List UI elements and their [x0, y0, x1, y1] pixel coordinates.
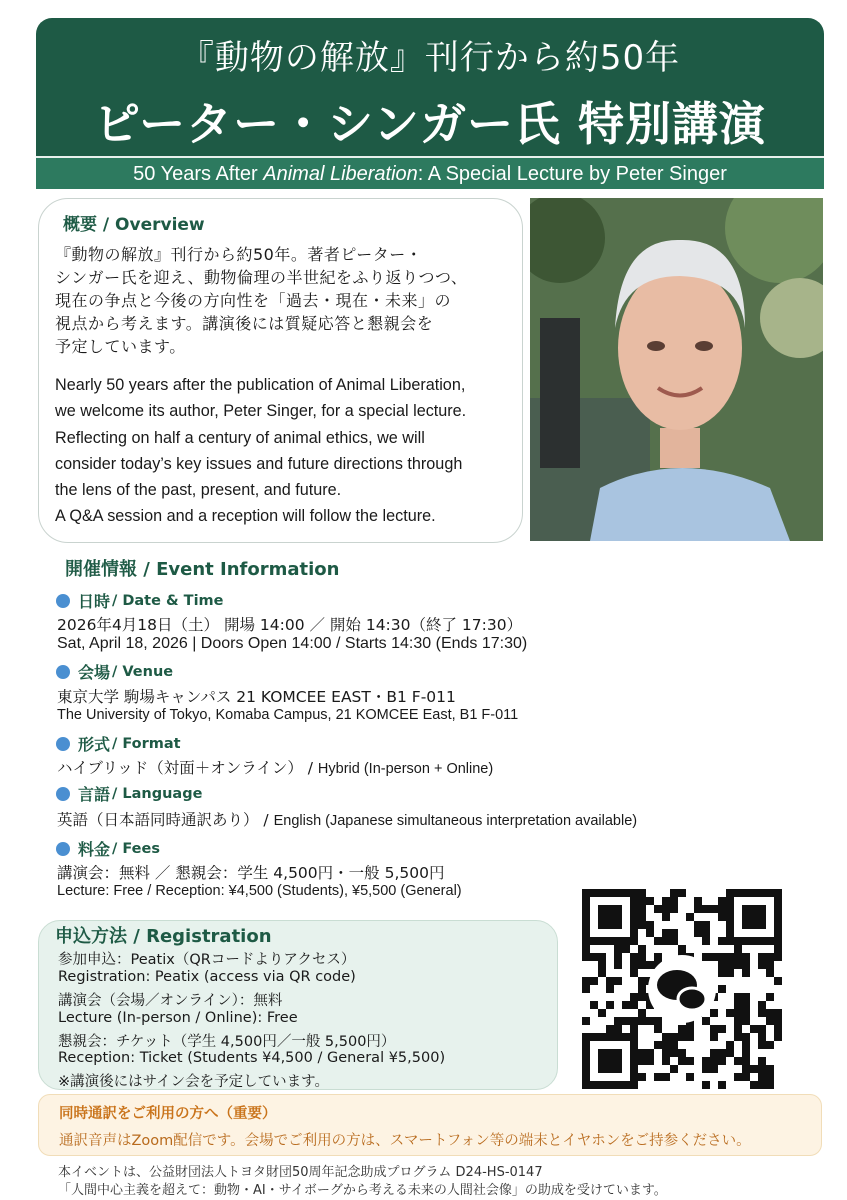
registration-line: 懇親会：チケット（学生 4,500円／一般 5,500円） [58, 1034, 396, 1050]
date-heading: 日時 / Date & Time [56, 589, 224, 612]
book-title-italic: Animal Liberation [263, 163, 418, 185]
bullet-dot-icon [56, 842, 70, 856]
registration-title: 申込方法 / Registration [55, 926, 272, 947]
bullet-dot-icon [56, 737, 70, 751]
bullet-dot-icon [56, 665, 70, 679]
registration-panel [38, 920, 558, 1090]
overview-japanese-text: 『動物の解放』刊行から約50年。著者ピーター・ シンガー氏を迎え、動物倫理の半世紀をふり返りつつ、 現在の争点と今後の方向性を「過去・現在・未来」の 視点から考えます。講演後には質疑応答と懇親会を 予定しています。 [55, 245, 468, 356]
notice-body: 通訳音声はZoom配信です。会場でご利用の方は、スマートフォン等の端末とイヤホンをご持参ください。 [59, 1133, 751, 1149]
language-text: 英語（日本語同時通訳あり） / English (Japanese simultaneous interpretation available) [57, 811, 638, 829]
venue-english: The University of Tokyo, Komaba Campus, 21 KOMCEE East, B1 F-011 [57, 707, 519, 723]
registration-line: Lecture (In-person / Online): Free [58, 1010, 298, 1026]
language-heading: 言語 / Language [56, 782, 202, 805]
header-english-subtitle: 50 Years After Animal Liberation: A Special Lecture by Peter Singer [36, 156, 824, 189]
date-english: Sat, April 18, 2026 | Doors Open 14:00 / Starts 14:30 (Ends 17:30) [57, 635, 528, 652]
speaker-photo [530, 198, 823, 541]
registration-line: 講演会（会場／オンライン）：無料 [58, 993, 283, 1009]
notice-title: 同時通訳をご利用の方へ（重要） [59, 1106, 277, 1122]
overview-title: 概要 / Overview [63, 215, 205, 235]
overview-panel [38, 198, 523, 543]
header-title-line1: 『動物の解放』刊行から約50年 [179, 38, 681, 78]
registration-line: 参加申込：Peatix（QRコードよりアクセス） [58, 952, 356, 968]
event-info-title: 開催情報 / Event Information [65, 559, 340, 580]
date-japanese: 2026年4月18日（土） 開場 14:00 ／ 開始 14:30（終了 17:30） [57, 616, 523, 634]
fees-english: Lecture: Free / Reception: ¥4,500 (Students), ¥5,500 (General) [57, 883, 462, 899]
format-text: ハイブリッド（対面＋オンライン） / Hybrid (In-person + Online) [57, 759, 494, 777]
qr-code-icon[interactable] [562, 884, 804, 1094]
bullet-dot-icon [56, 787, 70, 801]
venue-heading: 会場 / Venue [56, 660, 173, 683]
venue-japanese: 東京大学 駒場キャンパス 21 KOMCEE EAST・B1 F-011 [57, 688, 456, 706]
registration-line: Registration: Peatix (access via QR code) [58, 969, 356, 985]
registration-line: ※講演後にはサイン会を予定しています。 [58, 1074, 329, 1090]
bullet-dot-icon [56, 594, 70, 608]
speaker-portrait-illustration [530, 198, 823, 541]
registration-line: Reception: Ticket (Students ¥4,500 / General ¥5,500) [58, 1050, 446, 1066]
header-title-line2: ピーター・シンガー氏 特別講演 [93, 97, 767, 151]
fees-heading: 料金 / Fees [56, 837, 160, 860]
footer-grant-line1: 本イベントは、公益財団法人トヨタ財団50周年記念助成プログラム D24-HS-0147 [58, 1165, 543, 1180]
overview-english-text: Nearly 50 years after the publication of Animal Liberation, we welcome its author, Peter Singer, for a special lecture. Reflecting on half a century of animal ethics, we will consider today’s key issues and future directions through the lens of the past, present, and future. A Q&A session and a reception will follow the lecture. [55, 376, 467, 526]
fees-japanese: 講演会：無料 ／ 懇親会：学生 4,500円・一般 5,500円 [57, 864, 445, 882]
header-banner [36, 18, 824, 156]
format-heading: 形式 / Format [56, 732, 181, 755]
interpretation-notice [38, 1094, 822, 1156]
qr-code[interactable] [562, 884, 804, 1094]
footer-grant-line2: 「人間中心主義を超えて：動物・AI・サイボーグから考える未来の人間社会像」の助成を受けています。 [58, 1183, 667, 1198]
